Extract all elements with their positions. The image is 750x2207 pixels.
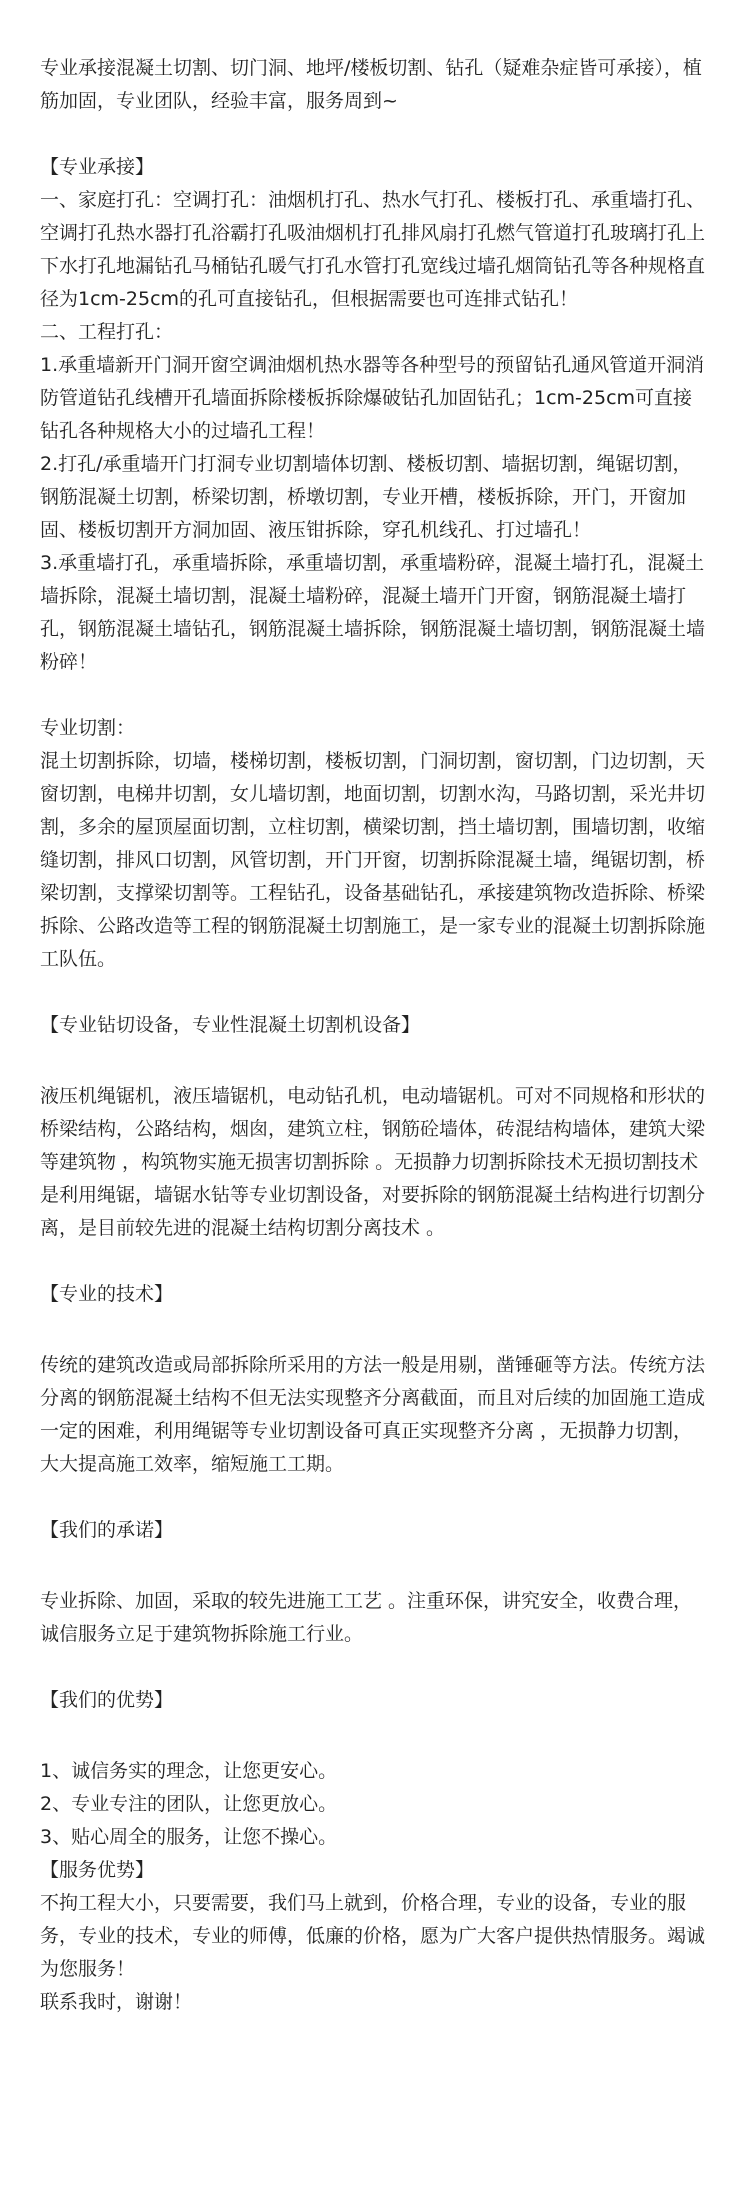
advantage-item: 2、专业专注的团队，让您更放心。	[40, 1793, 338, 1815]
spacer	[40, 1651, 710, 1684]
cutting-paragraph: 混土切割拆除，切墙，楼梯切割，楼板切割，门洞切割，窗切割，门边切割，天窗切割，电梯井切割，女儿墙切割，地面切割，切割水沟，马路切割，采光井切割，多余的屋顶屋面切割，立柱切割，横梁切割，挡土墙切割，围墙切割，收缩缝切割，排风口切割，风管切割，开门开窗，切割拆除混凝土墙，绳锯切割，桥梁切割，支撑梁切割等。工程钻孔，设备基础钻孔，承接建筑物改造拆除、桥梁拆除、公路改造等工程的钢筋混凝土切割施工，是一家专业的混凝土切割拆除施工队伍。	[40, 750, 706, 970]
promise-paragraph: 专业拆除、加固，采取的较先进施工工艺 。注重环保，讲究安全，收费合理，诚信服务立足于建筑物拆除施工行业。	[40, 1590, 693, 1645]
closing-line: 联系我时，谢谢！	[40, 1991, 193, 2013]
tech-heading: 【专业的技术】	[40, 1283, 174, 1305]
service-heading: 【服务优势】	[40, 1859, 155, 1881]
engineering-item-3: 3.承重墙打孔，承重墙拆除，承重墙切割，承重墙粉碎，混凝土墙打孔，混凝土墙拆除，混凝土墙切割，混凝土墙粉碎，混凝土墙开门开窗，钢筋混凝土墙打孔，钢筋混凝土墙钻孔，钢筋混凝土墙拆除，钢筋混凝土墙切割，钢筋混凝土墙粉碎！	[40, 552, 706, 673]
advantage-heading: 【我们的优势】	[40, 1689, 174, 1711]
spacer	[40, 976, 710, 1009]
spacer	[40, 1042, 710, 1080]
home-drilling-paragraph: 一、家庭打孔：空调打孔：油烟机打孔、热水气打孔、楼板打孔、承重墙打孔、空调打孔热水器打孔浴霸打孔吸油烟机打孔排风扇打孔燃气管道打孔玻璃打孔上下水打孔地漏钻孔马桶钻孔暖气打孔水管打孔宽线过墙孔烟筒钻孔等各种规格直径为1cm-25cm的孔可直接钻孔，但根据需要也可连排式钻孔！	[40, 189, 706, 310]
tech-paragraph: 传统的建筑改造或局部拆除所采用的方法一般是用剔，凿锤砸等方法。传统方法分离的钢筋混凝土结构不但无法实现整齐分离截面，而且对后续的加固施工造成一定的困难，利用绳锯等专业切割设备可真正实现整齐分离 ，无损静力切割，大大提高施工效率，缩短施工工期。	[40, 1354, 706, 1475]
spacer	[40, 1547, 710, 1585]
advantage-item: 1、诚信务实的理念，让您更安心。	[40, 1760, 338, 1782]
service-paragraph: 不拘工程大小，只要需要，我们马上就到，价格合理，专业的设备，专业的服务，专业的技术，专业的师傅，低廉的价格，愿为广大客户提供热情服务。竭诚为您服务！	[40, 1892, 706, 1980]
spacer	[40, 1481, 710, 1514]
spacer	[40, 1311, 710, 1349]
engineering-drilling-heading: 二、工程打孔：	[40, 321, 174, 343]
promise-heading: 【我们的承诺】	[40, 1519, 174, 1541]
spacer	[40, 118, 710, 151]
engineering-item-1: 1.承重墙新开门洞开窗空调油烟机热水器等各种型号的预留钻孔通风管道开洞消防管道钻孔线槽开孔墙面拆除楼板拆除爆破钻孔加固钻孔；1cm-25cm可直接钻孔各种规格大小的过墙孔工程！	[40, 354, 705, 442]
advantage-item: 3、贴心周全的服务，让您不操心。	[40, 1826, 338, 1848]
professional-heading: 【专业承接】	[40, 156, 155, 178]
spacer	[40, 1717, 710, 1755]
engineering-item-2: 2.打孔/承重墙开门打洞专业切割墙体切割、楼板切割、墙据切割，绳锯切割，钢筋混凝土切割，桥梁切割，桥墩切割，专业开槽，楼板拆除，开门，开窗加固、楼板切割开方洞加固、液压钳拆除，穿孔机线孔、打过墙孔！	[40, 453, 692, 541]
cutting-heading: 专业切割：	[40, 717, 136, 739]
equipment-paragraph: 液压机绳锯机，液压墙锯机，电动钻孔机，电动墙锯机。可对不同规格和形状的桥梁结构，公路结构，烟囱，建筑立柱，钢筋砼墙体，砖混结构墙体，建筑大梁等建筑物 ，构筑物实施无损害切割拆除 。无损静力切割拆除技术无损切割技术是利用绳锯，墙锯水钻等专业切割设备，对要拆除的钢筋混凝土结构进行切割分离，是目前较先进的混凝土结构切割分离技术 。	[40, 1085, 706, 1239]
spacer	[40, 679, 710, 712]
equipment-heading: 【专业钻切设备，专业性混凝土切割机设备】	[40, 1014, 421, 1036]
intro-paragraph: 专业承接混凝土切割、切门洞、地坪/楼板切割、钻孔（疑难杂症皆可承接），植筋加固，专业团队，经验丰富，服务周到~	[40, 57, 702, 112]
spacer	[40, 1245, 710, 1278]
